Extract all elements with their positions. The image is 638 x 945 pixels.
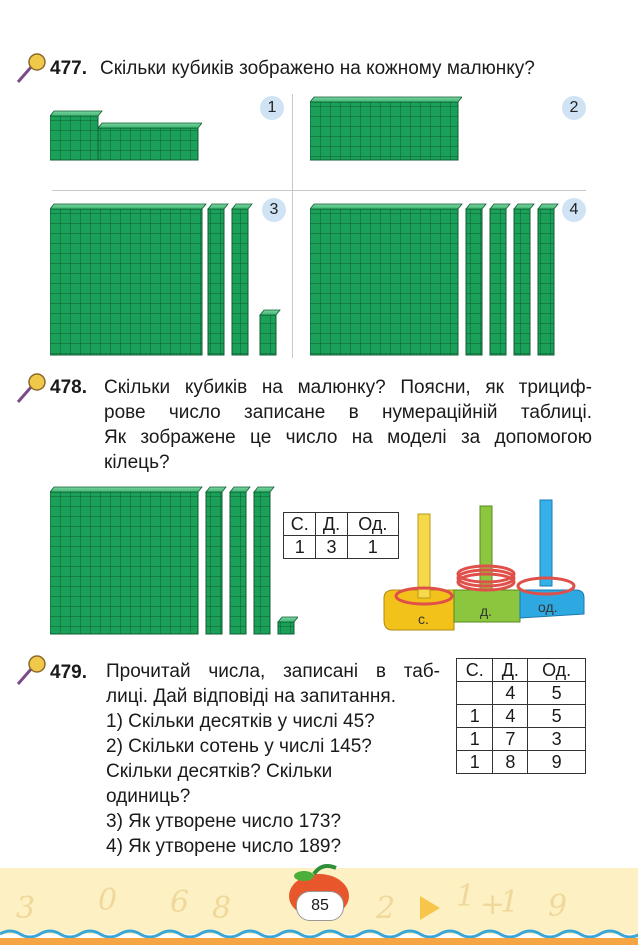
svg-text:8: 8 — [212, 891, 232, 926]
exercise-479-text — [106, 659, 440, 859]
table-cell: 1 — [457, 728, 493, 751]
table-cell: 7 — [493, 728, 528, 751]
table-cell — [457, 682, 493, 705]
table-cell: 5 — [528, 682, 586, 705]
divider-vertical — [292, 94, 293, 358]
abacus-label-tens: д. — [480, 603, 493, 619]
picture-badge-2: 2 — [562, 96, 586, 120]
table-header: Д. — [316, 513, 347, 536]
svg-text:6: 6 — [170, 885, 190, 920]
table-cell: 1 — [457, 705, 493, 728]
exercise-477-number: 477. — [50, 58, 87, 79]
svg-text:1: 1 — [456, 879, 476, 914]
text-line: рове число записане в нумераційній таблиці. — [104, 402, 592, 423]
svg-text:9: 9 — [548, 889, 568, 924]
table-cell: 3 — [528, 728, 586, 751]
svg-text:+: + — [480, 887, 506, 922]
cubes-picture-478 — [50, 486, 298, 638]
microphone-icon — [14, 52, 48, 86]
question-2-cont: одиниць? — [106, 786, 191, 807]
text-line: кілець? — [104, 452, 170, 473]
table-cell: 5 — [528, 705, 586, 728]
exercise-478-number: 478. — [50, 377, 87, 398]
question-3: 3) Як утворене число 173? — [106, 811, 342, 832]
text-line: Як зображене це число на моделі за допомогою — [104, 427, 592, 448]
text-line: Скільки кубиків на малюнку? Поясни, як трициф- — [104, 377, 592, 398]
question-4: 4) Як утворене число 189? — [106, 836, 342, 857]
table-cell: 8 — [493, 751, 528, 774]
microphone-icon — [14, 654, 48, 688]
svg-text:2: 2 — [376, 891, 396, 926]
cubes-picture-1 — [50, 110, 202, 162]
table-cell: 1 — [347, 536, 398, 559]
table-header: С. — [457, 659, 493, 682]
microphone-icon — [14, 372, 48, 406]
question-2-cont: Скільки десятків? Скільки — [106, 761, 333, 782]
text-line: Прочитай числа, записані в таб- — [106, 661, 440, 682]
abacus-label-hundreds: с. — [418, 611, 429, 627]
table-cell: 4 — [493, 682, 528, 705]
table-cell: 4 — [493, 705, 528, 728]
exercise-478-text — [104, 375, 592, 475]
question-2: 2) Скільки сотень у числі 145? — [106, 736, 372, 757]
table-cell: 3 — [316, 536, 347, 559]
table-header: Д. — [493, 659, 528, 682]
cubes-picture-4 — [310, 203, 560, 357]
page-number: 85 — [296, 891, 344, 921]
question-1: 1) Скільки десятків у числі 45? — [106, 711, 375, 732]
abacus-label-units: од. — [538, 599, 558, 615]
picture-badge-3: 3 — [262, 198, 286, 222]
exercise-479-number: 479. — [50, 662, 87, 683]
table-header: С. — [284, 513, 316, 536]
svg-text:3: 3 — [16, 891, 36, 926]
exercise-477-question: Скільки кубиків зображено на кожному малюнку? — [100, 58, 535, 79]
divider-horizontal — [52, 190, 586, 191]
abacus-model — [380, 494, 588, 634]
table-header: Од. — [347, 513, 398, 536]
numeration-table-479 — [456, 658, 586, 774]
text-line: лиці. Дай відповіді на запитання. — [106, 686, 396, 707]
cubes-picture-2 — [310, 96, 462, 162]
table-cell: 1 — [284, 536, 316, 559]
picture-badge-1: 1 — [260, 96, 284, 120]
cubes-picture-3 — [50, 203, 282, 357]
table-header: Од. — [528, 659, 586, 682]
svg-text:0: 0 — [98, 883, 118, 918]
svg-text:1: 1 — [500, 885, 520, 920]
table-cell: 9 — [528, 751, 586, 774]
picture-badge-4: 4 — [562, 198, 586, 222]
table-cell: 1 — [457, 751, 493, 774]
